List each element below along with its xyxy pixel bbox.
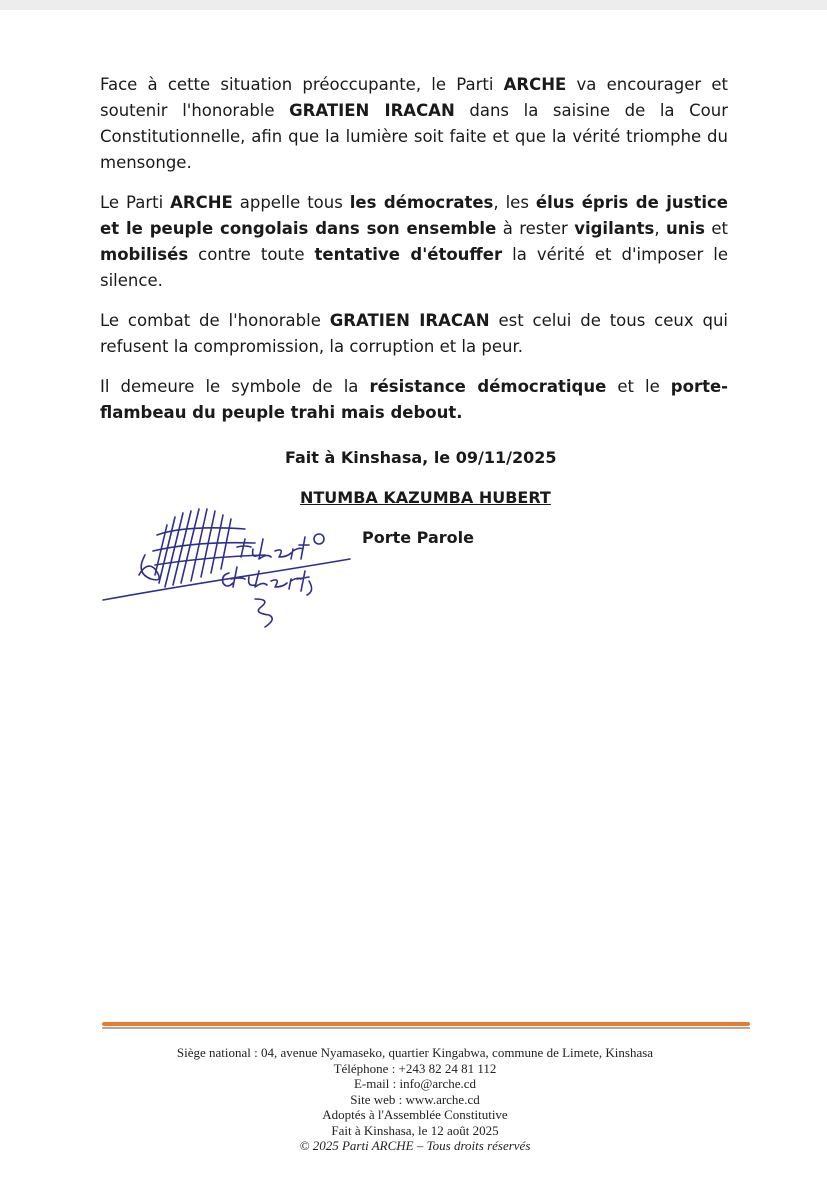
bold-text: GRATIEN IRACAN [289,101,455,120]
footer-email: E-mail : info@arche.cd [353,1076,477,1091]
footer-website: Site web : www.arche.cd [350,1091,480,1107]
text-run: et [704,219,728,238]
text-run: Le combat de l'honorable [100,311,330,330]
text-run: la vérité et d'imposer le silence. [100,245,729,290]
footer-adopted: Adoptés à l'Assemblée Constitutive [322,1107,508,1122]
text-run: Il demeure le symbole de la [100,377,370,396]
bold-text: unis [665,219,705,238]
paragraph [100,190,728,294]
copyright-main: © 2025 Parti ARCHE [299,1138,414,1153]
bold-text: GRATIEN IRACAN [329,311,490,330]
footer-divider [102,1022,750,1030]
signer-name: NTUMBA KAZUMBA HUBERT [300,488,551,507]
text-run: Le Parti [100,193,171,212]
bold-text: les démocrates [349,193,494,212]
bold-text: mobilisés [100,245,189,264]
handwritten-signature [95,495,365,635]
bold-text: ARCHE [503,75,567,94]
text-run: Face à cette situation préoccupante, le Parti [100,75,504,94]
footer-copyright [100,1138,730,1154]
paragraph [100,308,728,360]
text-run: dans la saisine de la Cour Constitutionnelle, afin que la lumière soit faite et que la vérité triomphe du mensonge. [100,101,728,172]
bold-text: vigilants [574,219,655,238]
text-run: est celui de tous ceux qui refusent la compromission, la corruption et la peur. [100,311,728,356]
text-run: et le [606,377,671,396]
footer-address: Siège national : 04, avenue Nyamaseko, quartier Kingabwa, commune de Limete, Kinshasa [176,1045,654,1060]
statement-body [100,72,728,440]
paragraph [100,374,728,426]
footer-adopted-date: Fait à Kinshasa, le 12 août 2025 [331,1122,499,1138]
bold-text: ARCHE [170,193,233,212]
bold-text: porte-flambeau du peuple trahi mais debout. [100,377,729,422]
footer [100,1045,730,1154]
top-bar [0,0,827,10]
text-run: à rester [496,219,575,238]
signer-role: Porte Parole [362,528,474,547]
text-run: , [654,219,666,238]
text-run: appelle tous [232,193,350,212]
text-run: va encourager et soutenir l'honorable [100,75,728,120]
footer-phone: Téléphone : +243 82 24 81 112 [333,1060,497,1076]
text-run: contre toute [188,245,315,264]
copyright-rights: – Tous droits réservés [413,1138,531,1153]
text-run: , les [493,193,536,212]
bold-text: résistance démocratique [369,377,607,396]
place-date: Fait à Kinshasa, le 09/11/2025 [285,448,557,467]
bold-text: tentative d'étouffer [314,245,503,264]
paragraph [100,72,728,176]
bold-text: élus épris de justice et le peuple congolais dans son ensemble [100,193,728,238]
